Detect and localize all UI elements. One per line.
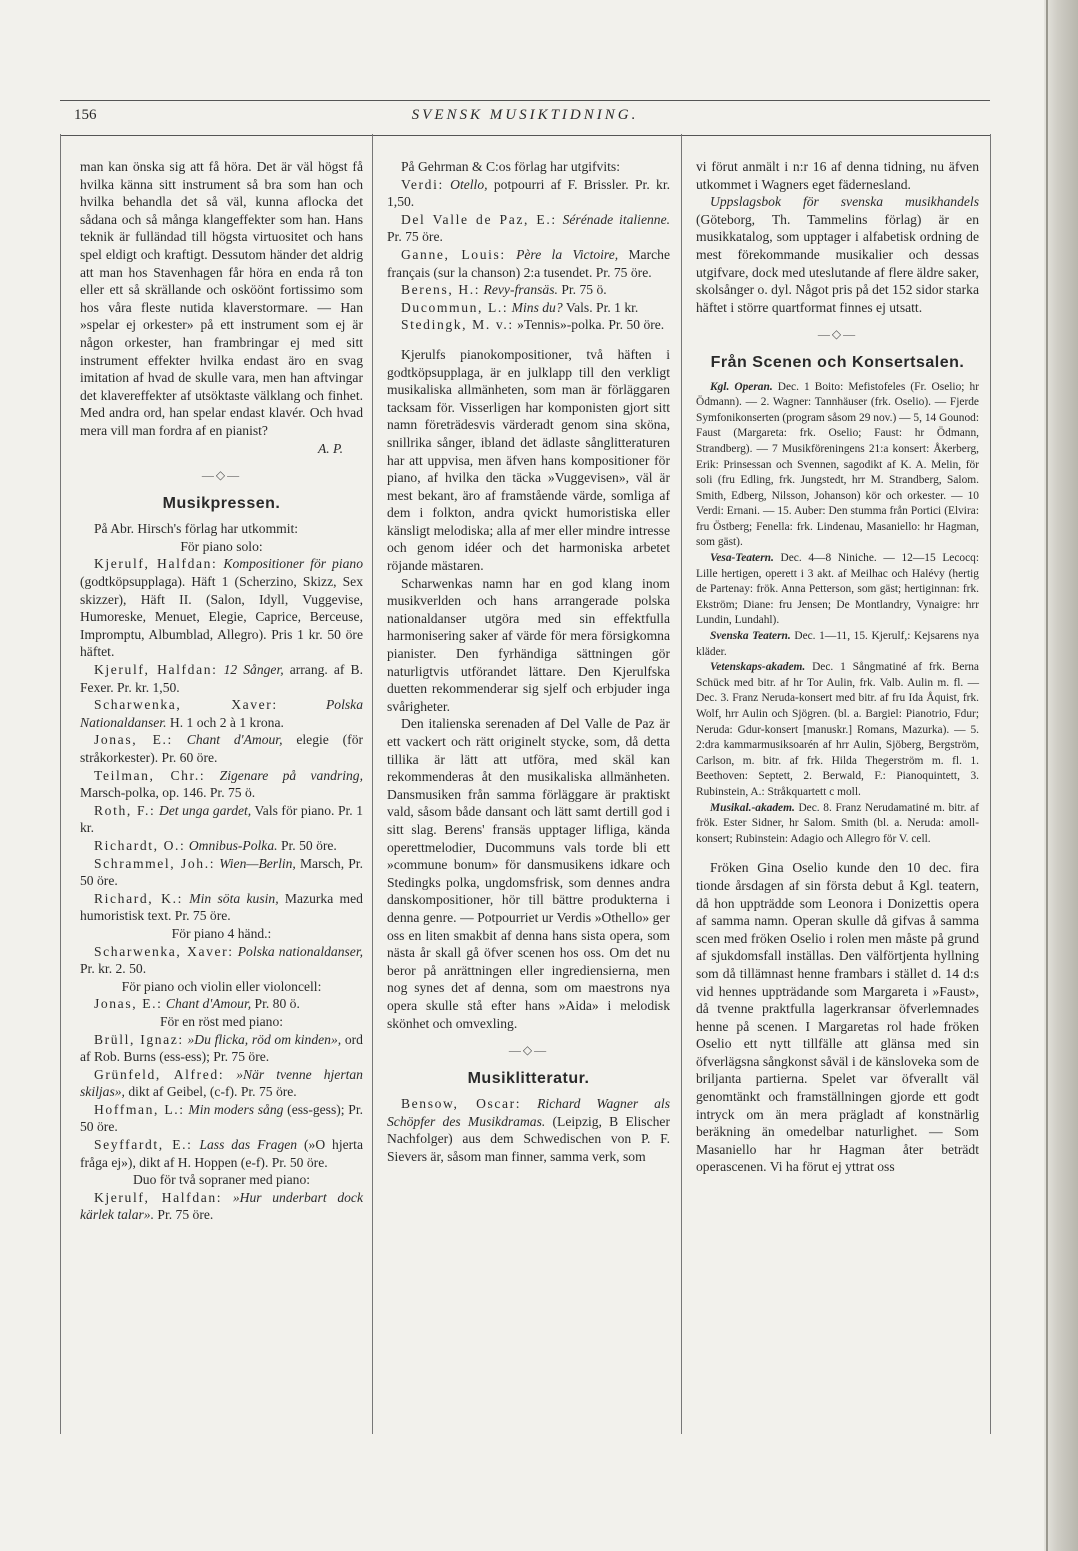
list-item: Scharwenka, Xaver: Polska nationaldanser, Pr. kr. 2. 50. — [80, 943, 363, 977]
page-header — [60, 100, 990, 136]
signature: A. P. — [317, 440, 343, 456]
list-item: Grünfeld, Alfred: »När tvenne hjertan skiljas», dikt af Geibel, (c-f). Pr. 75 öre. — [80, 1066, 363, 1100]
review-text: man kan önska sig att få höra. Det är väl högst få hvilka känna sitt instrument så bra som han och hvilka behandla det så väl, kunna aflocka det sådana och så många klangeffekter som han. Hans teknik är fulländad till högsta virtuositet och hans spel eldigt och kraftigt. Dessutom händer det aldrig att man hos Stavenhagen får höra en enda rå ton eller ett så skrällande och osköönt fortissimo som hos våra fleste nutida klaverstormare. — Han »spelar ej orkester» på ett instrument som ej är någon orkester, han frambringar ej med sitt instrument effekter hvilka endast äro en svag imitation af hvad de skulle vara, men han aftvingar det klavereffekter af utsöktaste välklang och finhet. Med andra ord, han spelar endast klavér. Och hvad mera vill man fordra af en pianist? — [80, 159, 363, 438]
subheading-violin: För piano och violin eller violoncell: — [121, 978, 322, 994]
review-paragraph: Uppslagsbok för svenska musikhandels (Göteborg, Th. Tammelins förlag) är en musikkatalog, som upptager i alfabetisk ordning de mest förekommande musikalier och dessas utgifvare, dock med uteslutande af flere äldre saker, skolsånger o. dyl. Något pris på det 152 sidor starka häftet i större quartformat finnes ej utsatt. — [696, 194, 979, 315]
column-rule-1 — [372, 134, 373, 1434]
publisher-intro: På Abr. Hirsch's förlag har utkommit: — [94, 521, 299, 537]
publisher-intro: På Gehrman & C:os förlag har utgifvits: — [401, 159, 620, 174]
list-item: Berens, H.: Revy-fransäs. Pr. 75 ö. — [401, 282, 607, 298]
column-rule-left — [60, 134, 61, 1434]
list-item: Kjerulf, Halfdan: 12 Sånger, arrang. af B. Fexer. Pr. kr. 1,50. — [80, 662, 363, 695]
column-rule-right — [990, 134, 991, 1434]
page-edge — [1044, 0, 1078, 1551]
list-item: Richard, K.: Min söta kusin, Mazurka med humoristisk text. Pr. 75 öre. — [80, 890, 363, 924]
list-item: Hoffman, L.: Min moders sång (ess-gess); Pr. 50 öre. — [80, 1101, 364, 1135]
column-rule-2 — [681, 134, 682, 1434]
section-title-fran-scenen: Från Scenen och Konsertsalen. — [710, 353, 965, 371]
review-paragraph: Kjerulfs pianokompositioner, två häften i godtköpsupplaga, är en julklapp till den verkligt musikaliska allmänheten, som man är förläggaren tacksam för. Visserligen har komponisten gjort sitt namn företrädesvis värderadt genom sina sköna, snillrika sånger, ibland det ädlaste sånglitteraturen har att uppvisa, men äfven hans kompositioner för piano, af hvilka den täcka »Vuggevisen», väl är mest bekant, äro af framstående värde, somliga af dem i folkton, andra qvickt humoristiska eller känsligt melodiska; alla af mer eller mindre intresse och genom idéer och det harmoniska arbetet röjande mästaren. — [387, 346, 670, 574]
review-paragraph: Fröken Gina Oselio kunde den 10 dec. fira tionde årsdagen af sin första debut å Kgl. teatern, då hon uppträdde som Leonora i Donizettis opera af samma namn. Operan skulle då gifvas å samma scen med fröken Oselio i rolen men måste på grund af sjukdomsfall inställas. Den välförtjenta hyllning som då tillämnast henne frambars i stället d. 14 d:s vid hennes uppträdande som Margareta i »Faust», då tvenne praktfulla lagerkransar öfverlemnades henne på scenen. I Margaretas rol hade fröken Oselio ett nytt tillfälle att glänsa med sin öfverlägsna sångkonst såväl i de känsloveka som de briljanta partierna. Spelet var öfverallt väl genomtänkt och framställningen gjorde ett godt intryck om än mera prägladt af konstnärlig beräkning än omedelbar naturlighet. — Som Masaniello har hr Hagman åter beträdt operascenen. Vi ha förut ej yttrat oss — [696, 860, 979, 1175]
list-item: Ganne, Louis: Père la Victoire, Marche français (sur la chanson) 2:a tusendet. Pr. 75 öre. — [387, 246, 670, 280]
list-item: Jonas, E.: Chant d'Amour, Pr. 80 ö. — [94, 996, 300, 1012]
column-3 — [696, 158, 979, 1176]
review-paragraph: vi förut anmält i n:r 16 af denna tidning, nu äfven utkommet i Wagners eget fädernesland. — [696, 159, 979, 192]
section-title-musiklitteratur: Musiklitteratur. — [467, 1069, 590, 1087]
review-paragraph: Den italienska serenaden af Del Valle de Paz är ett vackert och rätt originelt stycke, som, då detta tillika är lätt att utföra, med skäl kan rekommenderas åt den musikaliska allmänheten. Dansmusiken från samma förläggare är praktiskt vald, såsom både dansant och lätt samt dertill god i sitt slag. Berens' fransäs upptager lifliga, kända operettmelodier, Ducommuns vals torde bli ett »commune bonum» för dansmusikens idkare och Stedingks polka, ungdomsfrisk, som dennes andra danskompositioner, hör till bättre produkterna i denna genre. — Potpourriet ur Verdis »Othello» ger oss en liten smakbit af denna hans sista opera, som nästa år skall gå öfver scenen hos oss. Om det nu beror på anrättningen eller ingrediensierna, men nog synes det af denna, som om maestrons nya opera skulle stå efter hans »Aida» i melodisk skönhet och omvexling. — [387, 716, 670, 1031]
subheading-4hand: För piano 4 händ.: — [171, 925, 272, 941]
column-2 — [387, 158, 670, 1166]
list-item: Scharwenka, Xaver: Polska Nationaldanser. H. 1 och 2 à 1 krona. — [80, 697, 363, 730]
column-1 — [80, 158, 363, 1224]
subheading-solo: För piano solo: — [180, 538, 263, 554]
list-item: Kjerulf, Halfdan: »Hur underbart dock kärlek talar». Pr. 75 öre. — [80, 1189, 363, 1223]
list-item: Jonas, E.: Chant d'Amour, elegie (för stråkorkester). Pr. 60 öre. — [80, 732, 364, 765]
list-item: Stedingk, M. v.: »Tennis»-polka. Pr. 50 öre. — [401, 317, 665, 333]
ornament: —◇— — [817, 327, 858, 342]
list-item: Richardt, O.: Omnibus-Polka. Pr. 50 öre. — [94, 837, 337, 853]
list-item: Kjerulf, Halfdan: Kompositioner för piano (godtköpsupplaga). Häft 1 (Scherzino, Skizz, Sex skizzer), Häft II. (Salon, Idyll, Vuggevise, Humoreske, Menuet, Elegie, Caprice, Berceuse, Impromptu, Albumblad, Allegro). Pris 1 kr. 50 öre häftet. — [80, 556, 363, 660]
list-item: Del Valle de Paz, E.: Sérénade italienne. Pr. 75 öre. — [387, 211, 670, 245]
subheading-voice: För en röst med piano: — [159, 1013, 284, 1029]
list-item: Seyffardt, E.: Lass das Fragen (»O hjerta fråga ej»), dikt af H. Hoppen (e-f). Pr. 50 öre. — [80, 1137, 363, 1170]
list-item: Roth, F.: Det unga gardet, Vals för piano. Pr. 1 kr. — [80, 802, 363, 836]
subheading-duo: Duo för två sopraner med piano: — [132, 1172, 311, 1188]
ornament: —◇— — [508, 1043, 549, 1058]
journal-title: SVENSK MUSIKTIDNING. — [411, 107, 639, 123]
list-item: Brüll, Ignaz: »Du flicka, röd om kinden», ord af Rob. Burns (ess-ess); Pr. 75 öre. — [80, 1031, 363, 1065]
list-item: Vetenskaps-akadem. Dec. 1 Sångmatiné af frk. Berna Schück med bitr. af hr Tor Aulin, frk. Valb. Aulin m. fl. — Dec. 3. Franz Neruda-konsert med bitr. af fru Ida Åquist, frk. Wolf, hrr Aulin och Sjögren. (bl. a. Bargiel: Pianotrio, Fdur; Neruda: Gdur-konsert [manuskr.] Romans, Mazurka). — 5. 2:dra kammarmusiksoarén af hrr Aulin, Sjöberg, Bergström, Carlson, m. bitr. af frk. Hilda Thegerström m. fl. 1. Beethoven: Septett, 2. Berwald, F.: Pianoquintett, 3. Rubinstein, A.: Stråkquartett c moll. — [696, 661, 979, 798]
list-item: Bensow, Oscar: Richard Wagner als Schöpfer des Musikdramas. (Leipzig, B Elischer Nachfolger) aus dem Schwedischen von P. F. Sievers är, såsom man finner, samma verk, som — [387, 1096, 670, 1165]
section-title-musikpressen: Musikpressen. — [162, 494, 281, 512]
list-item: Teilman, Chr.: Zigenare på vandring, Marsch-polka, op. 146. Pr. 75 ö. — [80, 767, 363, 801]
list-item: Svenska Teatern. Dec. 1—11, 15. Kjerulf,: Kejsarens nya kläder. — [696, 630, 979, 658]
list-item: Musikal.-akadem. Dec. 8. Franz Nerudamatiné m. bitr. af frök. Ester Sidner, hr Salom. Smith (bl. a. Neruda: amoll-konsert; Rubinstein: Adagio och Allegro för V. cell. — [696, 801, 979, 845]
list-item: Schrammel, Joh.: Wien—Berlin, Marsch, Pr. 50 öre. — [80, 855, 363, 889]
list-item: Ducommun, L.: Mins du? Vals. Pr. 1 kr. — [401, 299, 639, 315]
list-item: Verdi: Otello, potpourri af F. Brissler. Pr. kr. 1,50. — [387, 176, 670, 210]
list-item: Kgl. Operan. Dec. 1 Boito: Mefistofeles (Fr. Oselio; hr Ödmann). — 2. Wagner: Tannhäuser (frk. Oselio). — Fjerde Symfonikonserten (program såsom 29 nov.) — 5, 14 Gounod: Faust (Margareta: frk. Oselio; Faust: hr Ödmann, Strandberg). — 7 Musikföreningens 21:a konsert: Åkerberg, Erik: Prinsessan och Svennen, sagodikt af K. A. Melin, för soli (fru Edling, frk. Jungstedt, hrr M. Strandberg, Salom. Smith, Edberg, Nilsson, Johanson) kör och orkester. — 10 Verdi: Ernani. — 15. Auber: Den stumma från Portici (Elvira: fru Östberg; Fenella: frk. Lindenau, Masaniello: hr Hagman, som gäst). — [696, 380, 979, 549]
list-item: Vesa-Teatern. Dec. 4—8 Niniche. — 12—15 Lecocq: Lille hertigen, operett i 3 akt. af Meilhac och Halévy (hertig de Partenay: frök. Anna Petterson, som gäst; hertiginnan: frk. Ekström; Diane: fru Jensen; De Montlandry, Vynaigre: hrr Lundin, Lundahl). — [696, 552, 979, 627]
review-paragraph: Scharwenkas namn har en god klang inom musikverlden och hans arrangerade polska nationaldanser utgöra med sin effektfulla harmonisering saker af värde för mera försigkomna pianister. Den fyrhändiga sättningen gör naturligtvis utförandet lättare. Den Kjerulfska duetten rekommenderar sig sjelf och erbjuder inga svårigheter. — [387, 575, 670, 714]
page-edge-line — [1046, 0, 1048, 1551]
ornament: —◇— — [201, 468, 242, 483]
page-number: 156 — [74, 107, 97, 123]
